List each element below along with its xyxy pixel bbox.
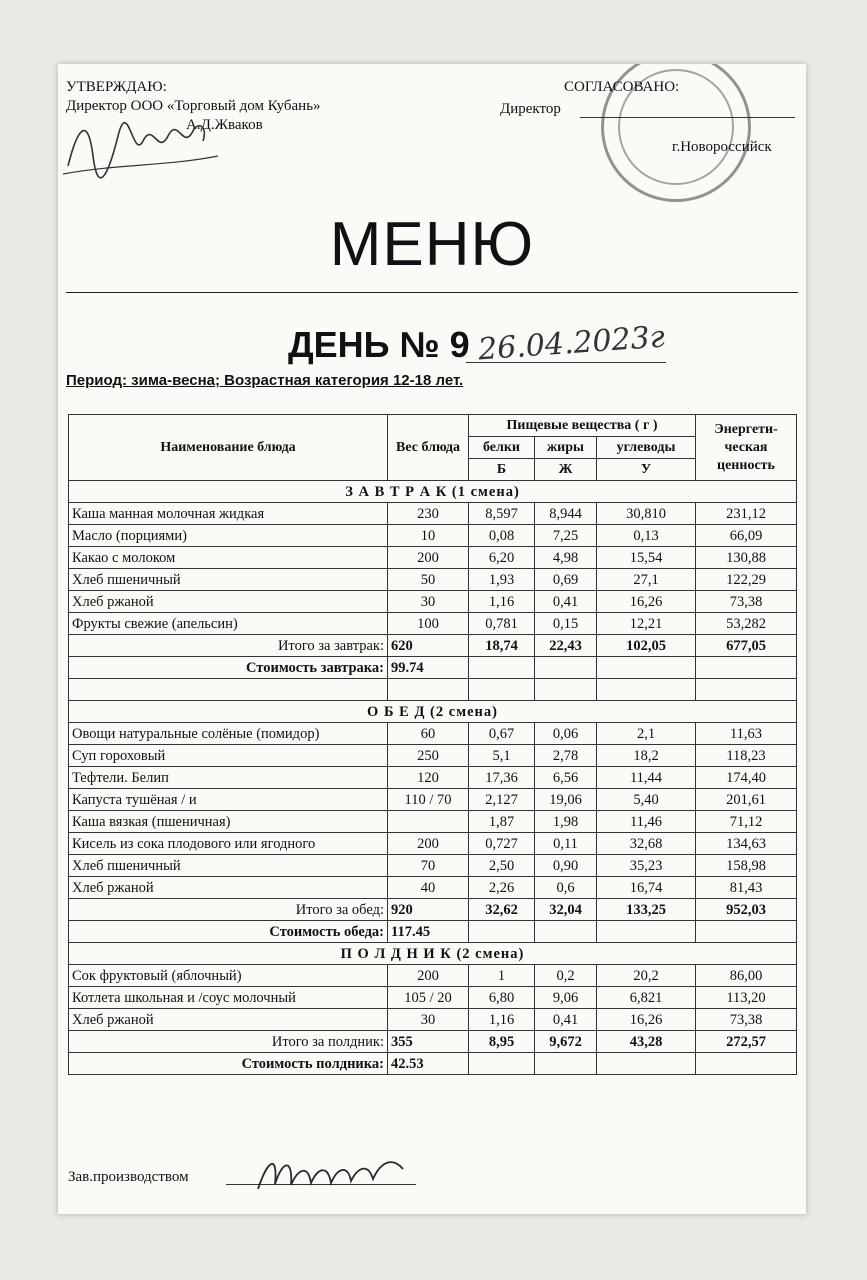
cell-name: Каша вязкая (пшеничная) [69, 811, 388, 833]
snack-rows [69, 965, 797, 1031]
total-energy: 952,03 [696, 899, 797, 921]
total-label: Итого за завтрак: [69, 635, 388, 657]
cell-name: Капуста тушёная / и [69, 789, 388, 811]
col-fats-header: жиры [535, 437, 597, 459]
day-label: ДЕНЬ № 9 [288, 324, 470, 365]
cell-b: 0,08 [469, 525, 535, 547]
cell-u: 16,26 [597, 1009, 696, 1031]
cell-weight: 230 [388, 503, 469, 525]
menu-item-row [69, 547, 797, 569]
cell-zh: 4,98 [535, 547, 597, 569]
empty-cell [696, 921, 797, 943]
cell-weight: 50 [388, 569, 469, 591]
menu-item-row [69, 723, 797, 745]
cell-u: 0,13 [597, 525, 696, 547]
empty-cell [535, 679, 597, 701]
section-row [69, 943, 797, 965]
cell-u: 32,68 [597, 833, 696, 855]
cost-label: Стоимость завтрака: [69, 657, 388, 679]
cell-energy: 73,38 [696, 1009, 797, 1031]
menu-item-row [69, 569, 797, 591]
cell-b: 1,16 [469, 591, 535, 613]
cell-weight: 200 [388, 965, 469, 987]
breakfast-rows [69, 503, 797, 635]
cell-weight: 40 [388, 877, 469, 899]
cell-name: Хлеб пшеничный [69, 569, 388, 591]
empty-cell [535, 1053, 597, 1075]
cell-name: Хлеб ржаной [69, 591, 388, 613]
col-name-header: Наименование блюда [69, 415, 388, 481]
cost-row [69, 1053, 797, 1075]
cost-value: 42.53 [388, 1053, 469, 1075]
cell-u: 35,23 [597, 855, 696, 877]
col-carbs-header: углеводы [597, 437, 696, 459]
cell-weight: 30 [388, 1009, 469, 1031]
menu-item-row [69, 833, 797, 855]
production-signature [253, 1149, 433, 1199]
menu-item-row [69, 877, 797, 899]
total-zh: 22,43 [535, 635, 597, 657]
empty-cell [469, 657, 535, 679]
cell-zh: 9,06 [535, 987, 597, 1009]
menu-item-row [69, 789, 797, 811]
empty-cell [597, 921, 696, 943]
total-zh: 32,04 [535, 899, 597, 921]
agreement-signature-line [580, 117, 795, 118]
cell-name: Какао с молоком [69, 547, 388, 569]
cell-energy: 134,63 [696, 833, 797, 855]
col-nutrients-header: Пищевые вещества ( г ) [469, 415, 696, 437]
cell-b: 2,127 [469, 789, 535, 811]
cell-u: 20,2 [597, 965, 696, 987]
menu-item-row [69, 613, 797, 635]
empty-cell [535, 657, 597, 679]
cell-energy: 11,63 [696, 723, 797, 745]
period-line: Период: зима-весна; Возрастная категория 12-18 лет. [66, 372, 464, 389]
empty-cell [597, 657, 696, 679]
empty-cell [469, 921, 535, 943]
menu-item-row [69, 811, 797, 833]
menu-document [58, 64, 806, 1214]
cell-energy: 73,38 [696, 591, 797, 613]
cell-name: Каша манная молочная жидкая [69, 503, 388, 525]
cell-zh: 2,78 [535, 745, 597, 767]
page-title: МЕНЮ [329, 210, 535, 279]
cell-zh: 0,90 [535, 855, 597, 877]
empty-cell [535, 921, 597, 943]
day-date-handwritten: 26.04.2023г [477, 319, 666, 368]
total-row [69, 635, 797, 657]
cost-row [69, 921, 797, 943]
menu-item-row [69, 965, 797, 987]
total-energy: 272,57 [696, 1031, 797, 1053]
total-u: 133,25 [597, 899, 696, 921]
cell-name: Хлеб пшеничный [69, 855, 388, 877]
menu-item-row [69, 525, 797, 547]
cell-zh: 0,41 [535, 1009, 597, 1031]
cell-zh: 6,56 [535, 767, 597, 789]
empty-cell [388, 679, 469, 701]
col-weight-header: Вес блюда [388, 415, 469, 481]
total-row [69, 899, 797, 921]
cell-b: 0,67 [469, 723, 535, 745]
agreement-position: Директор [500, 101, 561, 117]
cell-zh: 0,2 [535, 965, 597, 987]
cell-u: 11,44 [597, 767, 696, 789]
cell-u: 11,46 [597, 811, 696, 833]
section-row [69, 481, 797, 503]
cell-weight [388, 811, 469, 833]
cell-name: Суп гороховый [69, 745, 388, 767]
cost-value: 117.45 [388, 921, 469, 943]
menu-item-row [69, 1009, 797, 1031]
breakfast-title: З А В Т Р А К (1 смена) [69, 481, 797, 503]
menu-table [68, 414, 797, 1075]
header-row [69, 415, 797, 437]
cell-b: 1,87 [469, 811, 535, 833]
agreement-heading: СОГЛАСОВАНО: [564, 79, 680, 95]
cell-weight: 30 [388, 591, 469, 613]
cell-name: Овощи натуральные солёные (помидор) [69, 723, 388, 745]
cell-name: Тефтели. Белип [69, 767, 388, 789]
total-zh: 9,672 [535, 1031, 597, 1053]
empty-cell [696, 1053, 797, 1075]
cell-weight: 60 [388, 723, 469, 745]
cell-b: 6,20 [469, 547, 535, 569]
cell-weight: 250 [388, 745, 469, 767]
cell-u: 27,1 [597, 569, 696, 591]
cell-name: Котлета школьная и /соус молочный [69, 987, 388, 1009]
cell-b: 1 [469, 965, 535, 987]
empty-cell [597, 1053, 696, 1075]
cell-weight: 105 / 20 [388, 987, 469, 1009]
total-u: 102,05 [597, 635, 696, 657]
cell-u: 15,54 [597, 547, 696, 569]
menu-item-row [69, 855, 797, 877]
total-weight: 620 [388, 635, 469, 657]
cost-label: Стоимость полдника: [69, 1053, 388, 1075]
cell-weight: 200 [388, 833, 469, 855]
col-energy-header: Энергети-ческая ценность [696, 415, 797, 481]
cell-b: 1,16 [469, 1009, 535, 1031]
total-b: 32,62 [469, 899, 535, 921]
cell-name: Сок фруктовый (яблочный) [69, 965, 388, 987]
section-row [69, 701, 797, 723]
total-label: Итого за обед: [69, 899, 388, 921]
cost-label: Стоимость обеда: [69, 921, 388, 943]
cell-u: 12,21 [597, 613, 696, 635]
cell-energy: 118,23 [696, 745, 797, 767]
cell-name: Кисель из сока плодового или ягодного [69, 833, 388, 855]
cell-u: 16,26 [597, 591, 696, 613]
cell-u: 2,1 [597, 723, 696, 745]
cost-value: 99.74 [388, 657, 469, 679]
cell-zh: 0,06 [535, 723, 597, 745]
cell-energy: 231,12 [696, 503, 797, 525]
total-weight: 355 [388, 1031, 469, 1053]
cell-zh: 0,11 [535, 833, 597, 855]
cost-row [69, 657, 797, 679]
cell-u: 18,2 [597, 745, 696, 767]
cell-zh: 0,41 [535, 591, 597, 613]
empty-cell [69, 679, 388, 701]
cell-weight: 110 / 70 [388, 789, 469, 811]
cell-zh: 19,06 [535, 789, 597, 811]
date-underline [466, 362, 666, 363]
cell-name: Хлеб ржаной [69, 877, 388, 899]
menu-item-row [69, 591, 797, 613]
empty-cell [469, 679, 535, 701]
cell-b: 17,36 [469, 767, 535, 789]
total-b: 8,95 [469, 1031, 535, 1053]
title-divider [66, 292, 798, 293]
cell-b: 2,26 [469, 877, 535, 899]
cell-energy: 122,29 [696, 569, 797, 591]
menu-item-row [69, 767, 797, 789]
cell-energy: 86,00 [696, 965, 797, 987]
cell-b: 5,1 [469, 745, 535, 767]
menu-item-row [69, 745, 797, 767]
total-row [69, 1031, 797, 1053]
approval-position: Директор ООО «Торговый дом Кубань» [66, 98, 321, 114]
col-b-header: Б [469, 459, 535, 481]
cell-name: Фрукты свежие (апельсин) [69, 613, 388, 635]
cell-zh: 0,6 [535, 877, 597, 899]
cell-energy: 158,98 [696, 855, 797, 877]
total-weight: 920 [388, 899, 469, 921]
cell-energy: 71,12 [696, 811, 797, 833]
empty-cell [696, 657, 797, 679]
cell-b: 1,93 [469, 569, 535, 591]
col-proteins-header: белки [469, 437, 535, 459]
cell-b: 6,80 [469, 987, 535, 1009]
cell-energy: 130,88 [696, 547, 797, 569]
cell-weight: 200 [388, 547, 469, 569]
cell-energy: 201,61 [696, 789, 797, 811]
total-energy: 677,05 [696, 635, 797, 657]
approval-heading: УТВЕРЖДАЮ: [66, 79, 167, 95]
lunch-title: О Б Е Д (2 смена) [69, 701, 797, 723]
total-u: 43,28 [597, 1031, 696, 1053]
cell-energy: 113,20 [696, 987, 797, 1009]
menu-item-row [69, 503, 797, 525]
cell-u: 30,810 [597, 503, 696, 525]
empty-cell [696, 679, 797, 701]
cell-zh: 1,98 [535, 811, 597, 833]
cell-zh: 0,69 [535, 569, 597, 591]
cell-energy: 66,09 [696, 525, 797, 547]
approval-name: А.Д.Жваков [186, 117, 263, 133]
cell-b: 0,727 [469, 833, 535, 855]
director-signature [58, 106, 228, 186]
cell-b: 0,781 [469, 613, 535, 635]
lunch-rows [69, 723, 797, 899]
cell-name: Хлеб ржаной [69, 1009, 388, 1031]
cell-energy: 174,40 [696, 767, 797, 789]
cell-u: 6,821 [597, 987, 696, 1009]
empty-cell [597, 679, 696, 701]
menu-item-row [69, 987, 797, 1009]
blank-row [69, 679, 797, 701]
production-label: Зав.производством [68, 1169, 189, 1185]
cell-b: 2,50 [469, 855, 535, 877]
col-u-header: У [597, 459, 696, 481]
cell-name: Масло (порциями) [69, 525, 388, 547]
cell-energy: 53,282 [696, 613, 797, 635]
agreement-city: г.Новороссийск [672, 139, 772, 155]
empty-cell [469, 1053, 535, 1075]
cell-weight: 100 [388, 613, 469, 635]
col-zh-header: Ж [535, 459, 597, 481]
cell-zh: 0,15 [535, 613, 597, 635]
cell-weight: 70 [388, 855, 469, 877]
cell-weight: 10 [388, 525, 469, 547]
cell-zh: 8,944 [535, 503, 597, 525]
total-b: 18,74 [469, 635, 535, 657]
cell-energy: 81,43 [696, 877, 797, 899]
cell-b: 8,597 [469, 503, 535, 525]
snack-title: П О Л Д Н И К (2 смена) [69, 943, 797, 965]
cell-u: 5,40 [597, 789, 696, 811]
cell-weight: 120 [388, 767, 469, 789]
cell-zh: 7,25 [535, 525, 597, 547]
cell-u: 16,74 [597, 877, 696, 899]
total-label: Итого за полдник: [69, 1031, 388, 1053]
